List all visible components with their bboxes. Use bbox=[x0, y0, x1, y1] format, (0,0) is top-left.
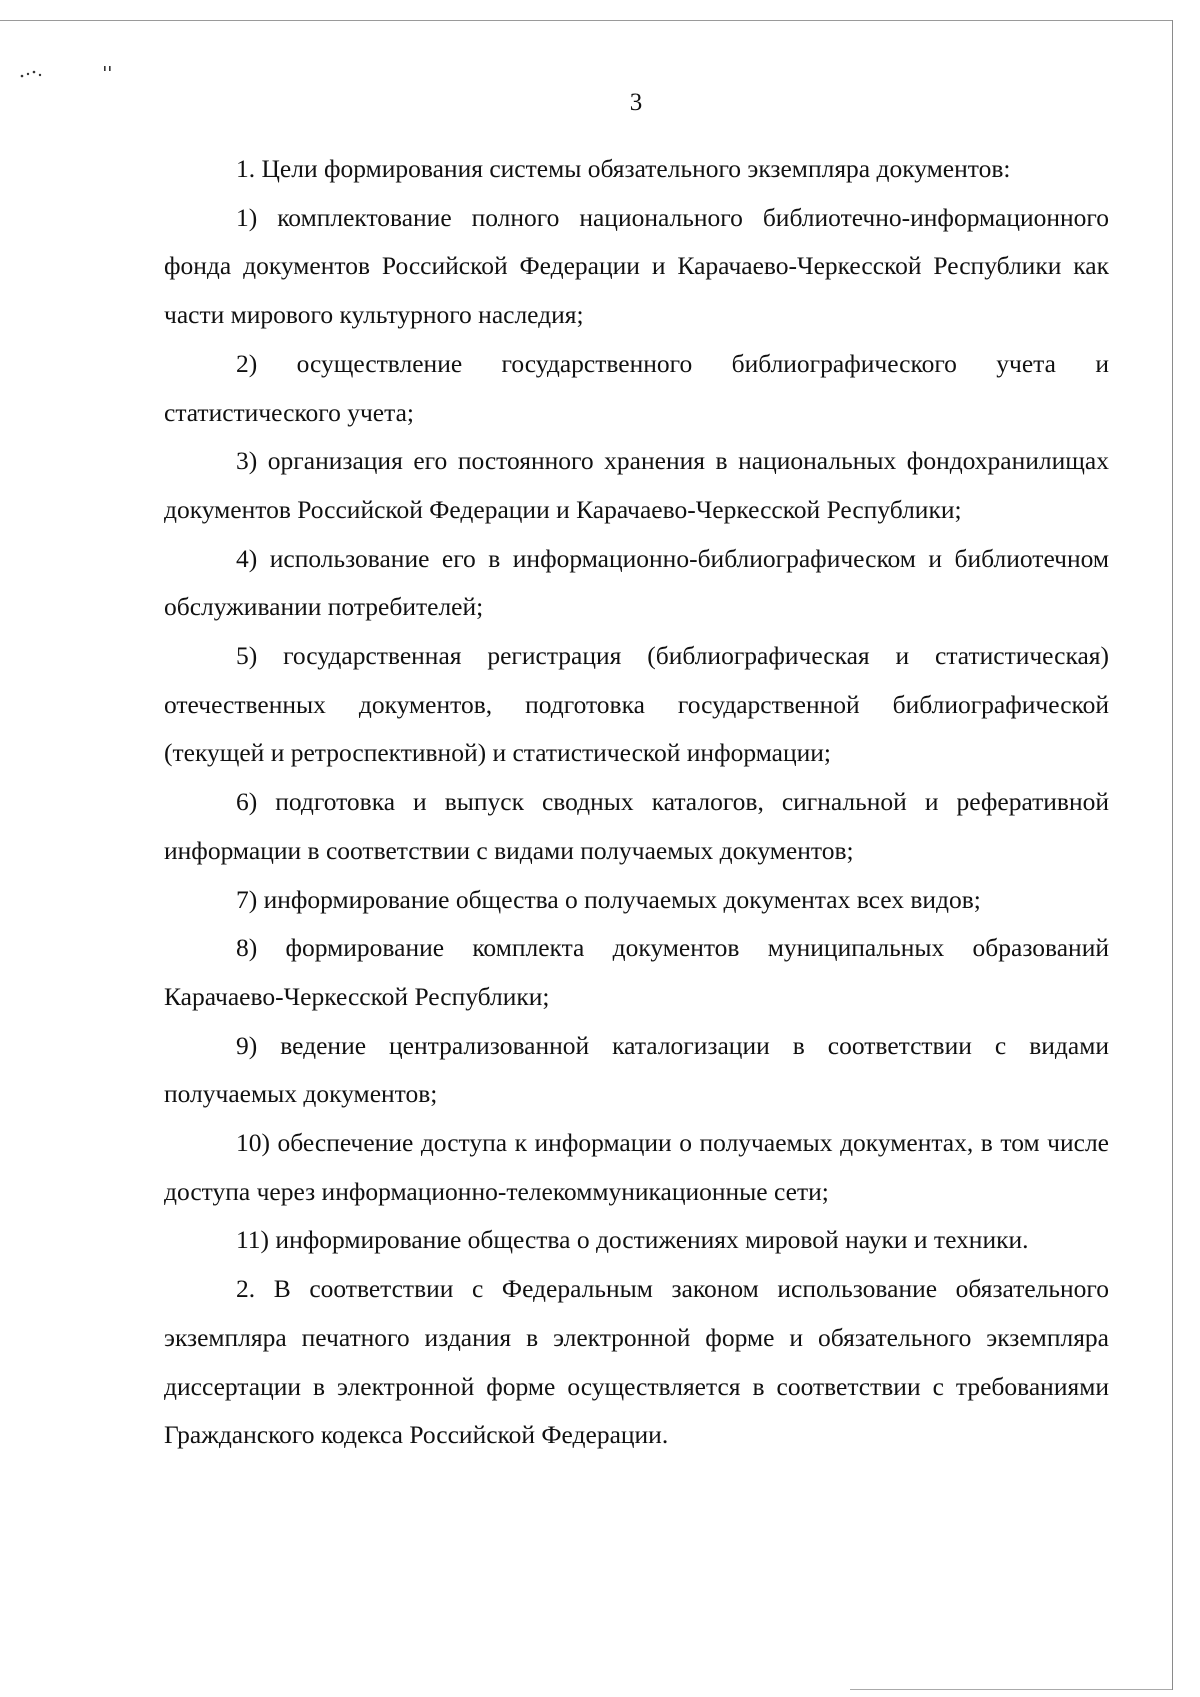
scan-specks bbox=[18, 58, 128, 82]
scan-border-right bbox=[1172, 20, 1173, 1690]
goal-item-8: 8) формирование комплекта документов муниципальных образований Карачаево-Черкесской Республики; bbox=[164, 933, 1109, 1011]
goal-item-6: 6) подготовка и выпуск сводных каталогов, сигнальной и реферативной информации в соответствии с видами получаемых документов; bbox=[164, 787, 1109, 865]
scan-border-bottom bbox=[850, 1689, 1172, 1690]
section-2-paragraph: 2. В соответствии с Федеральным законом использование обязательного экземпляра печатного издания в электронной форме и обязательного экземпляра диссертации в электронной форме осуществляется в соответствии с требованиями Гражданского кодекса Российской Федерации. bbox=[164, 1274, 1109, 1450]
section-1-heading: 1. Цели формирования системы обязательного экземпляра документов: bbox=[236, 154, 1011, 183]
goal-item-4: 4) использование его в информационно-библиографическом и библиотечном обслуживании потребителей; bbox=[164, 543, 1109, 622]
goal-item-10: 10) обеспечение доступа к информации о получаемых документах, в том числе доступа через информационно-телекоммуникационные сети; bbox=[164, 1128, 1109, 1206]
goal-item-7: 7) информирование общества о получаемых документах всех видов; bbox=[236, 884, 981, 914]
goal-item-5: 5) государственная регистрация (библиографическая и статистическая) отечественных документов, подготовка государственной библиографической (текущей и ретроспективной) и статистической информации; bbox=[164, 641, 1109, 768]
document-body bbox=[164, 145, 1109, 1460]
goal-item-1: 1) комплектование полного национального библиотечно-информационного фонда документов Российской Федерации и Карачаево-Черкесской Республики как части мирового культурного наследия; bbox=[164, 202, 1109, 330]
scan-border-top bbox=[0, 20, 1172, 21]
page-number: 3 bbox=[629, 89, 643, 116]
goal-item-3: 3) организация его постоянного хранения в национальных фондохранилищах документов Российской Федерации и Карачаево-Черкесской Республики; bbox=[164, 446, 1109, 524]
goal-item-2: 2) осуществление государственного библиографического учета и статистического учета; bbox=[164, 348, 1109, 427]
goal-item-11: 11) информирование общества о достижениях мировой науки и техники. bbox=[236, 1225, 1029, 1255]
goal-item-9: 9) ведение централизованной каталогизации в соответствии с видами получаемых документов; bbox=[164, 1030, 1109, 1109]
